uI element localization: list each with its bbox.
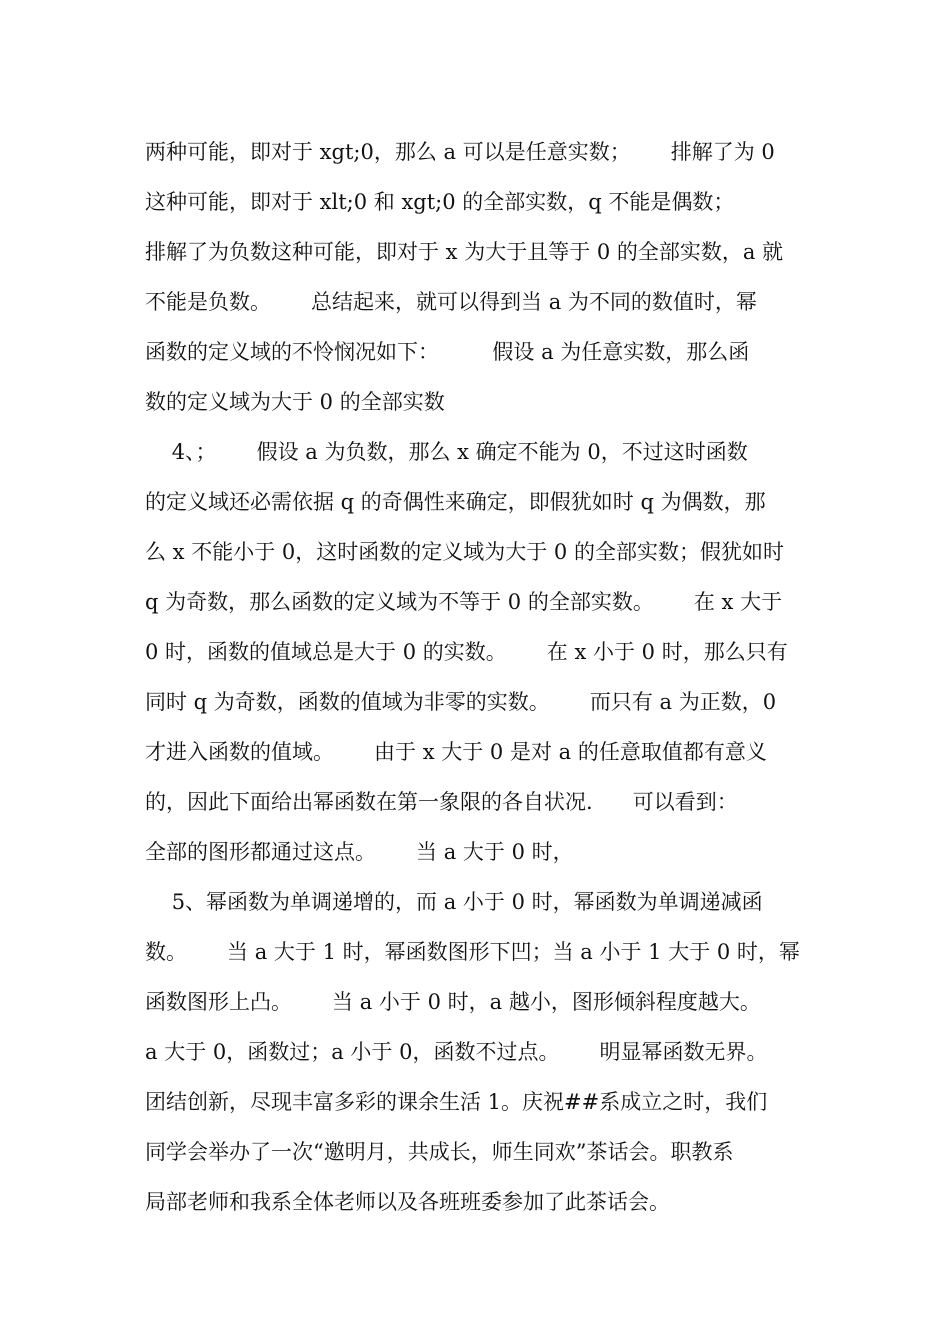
- text-line: 的，因此下面给出幂函数在第一象限的各自状况. 可以看到：: [145, 790, 738, 814]
- text-line: 团结创新，尽现丰富多彩的课余生活 1。庆祝##系成立之时，我们: [145, 1090, 768, 1114]
- text-line: 函数图形上凸。 当 a 小于 0 时，a 越小，图形倾斜程度越大。: [145, 990, 761, 1014]
- text-line: 么 x 不能小于 0，这时函数的定义域为大于 0 的全部实数；假犹如时: [145, 540, 784, 564]
- text-line: 同时 q 为奇数，函数的值域为非零的实数。 而只有 a 为正数，0: [145, 690, 777, 714]
- text-line: 同学会举办了一次“邀明月，共成长，师生同欢”茶话会。职教系: [145, 1140, 734, 1164]
- text-line: 全部的图形都通过这点。 当 a 大于 0 时，: [145, 840, 574, 864]
- text-line: 的定义域还必需依据 q 的奇偶性来确定，即假犹如时 q 为偶数，那: [145, 490, 766, 514]
- text-line: 两种可能，即对于 xgt;0，那么 a 可以是任意实数； 排解了为 0: [145, 140, 775, 164]
- text-line: 函数的定义域的不怜悯况如下： 假设 a 为任意实数，那么函: [145, 340, 750, 364]
- text-line: a 大于 0，函数过；a 小于 0，函数不过点。 明显幂函数无界。: [145, 1040, 768, 1064]
- text-line: 数的定义域为大于 0 的全部实数: [145, 390, 445, 414]
- text-line: 0 时，函数的值域总是大于 0 的实数。 在 x 小于 0 时，那么只有: [145, 640, 788, 664]
- text-line: 排解了为负数这种可能，即对于 x 为大于且等于 0 的全部实数，a 就: [145, 240, 784, 264]
- text-line: 5、幂函数为单调递增的，而 a 小于 0 时，幂函数为单调递减函: [145, 890, 763, 914]
- text-line: 数。 当 a 大于 1 时，幂函数图形下凹；当 a 小于 1 大于 0 时，幂: [145, 940, 800, 964]
- text-line: 局部老师和我系全体老师以及各班班委参加了此茶话会。: [145, 1190, 670, 1214]
- text-line: q 为奇数，那么函数的定义域为不等于 0 的全部实数。 在 x 大于: [145, 590, 783, 614]
- text-line: 这种可能，即对于 xlt;0 和 xgt;0 的全部实数，q 不能是偶数；: [145, 190, 735, 214]
- text-line: 不能是负数。 总结起来，就可以得到当 a 为不同的数值时，幂: [145, 290, 757, 314]
- text-line: 才进入函数的值域。 由于 x 大于 0 是对 a 的任意取值都有意义: [145, 740, 767, 764]
- text-line: 4、； 假设 a 为负数，那么 x 确定不能为 0，不过这时函数: [145, 440, 748, 464]
